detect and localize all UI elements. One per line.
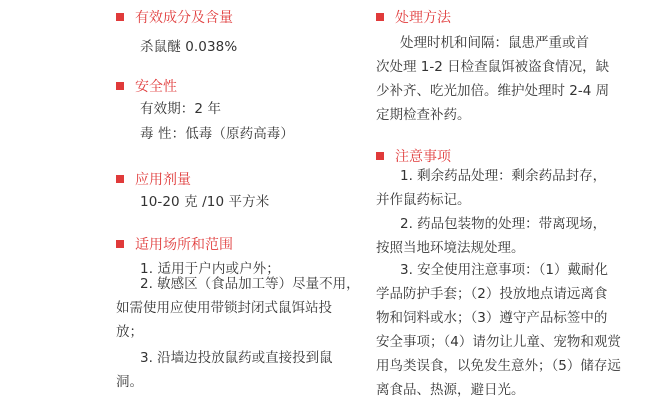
notes-heading: 注意事项 — [376, 148, 451, 166]
scope-heading: 适用场所和范围 — [116, 236, 233, 254]
notes-item-2: 2. 药品包装物的处理：带离现场， 按照当地环境法规处理。 — [376, 216, 607, 256]
section-marker-icon — [116, 175, 124, 183]
section-marker-icon — [376, 152, 384, 160]
scope-item-1: 1. 适用于户内或户外； — [140, 261, 280, 277]
notes-item-1: 1. 剩余药品处理：剩余药品封存， 并作鼠药标记。 — [376, 168, 607, 208]
scope-item-2: 2. 敏感区（食品加工等）尽量不用， 如需使用应使用带锁封闭式鼠饵站投 放； — [116, 276, 360, 340]
method-paragraph: 处理时机和间隔：鼠患严重或首 次处理 1-2 日检查鼠饵被盗食情况，缺 少补齐、吃光加倍。维护处理时 2-4 周 定期检查补药。 — [376, 35, 610, 123]
safety-line-1: 有效期：2 年 — [140, 101, 222, 117]
safety-line-2: 毒 性：低毒（原药高毒） — [140, 126, 294, 142]
notes-item-3: 3. 安全使用注意事项：（1）戴耐化 学品防护手套；（2）投放地点请远离食 物和饲料或水；（3）遵守产品标签中的 安全事项；（4）请勿让儿童、宠物和观赏 用鸟类误食，以免发生意外；（5）储存远 离食品、热源，避日光。 — [376, 262, 621, 398]
section-marker-icon — [116, 13, 124, 21]
ingredients-line: 杀鼠醚 0.038% — [140, 39, 238, 55]
ingredients-heading: 有效成分及含量 — [116, 9, 233, 27]
scope-item-3: 3. 沿墙边投放鼠药或直接投到鼠 洞。 — [116, 350, 333, 390]
section-marker-icon — [116, 240, 124, 248]
safety-heading: 安全性 — [116, 78, 177, 96]
dosage-heading: 应用剂量 — [116, 171, 191, 189]
section-marker-icon — [376, 13, 384, 21]
dosage-line: 10-20 克 /10 平方米 — [140, 194, 270, 210]
section-marker-icon — [116, 82, 124, 90]
method-heading: 处理方法 — [376, 9, 451, 27]
